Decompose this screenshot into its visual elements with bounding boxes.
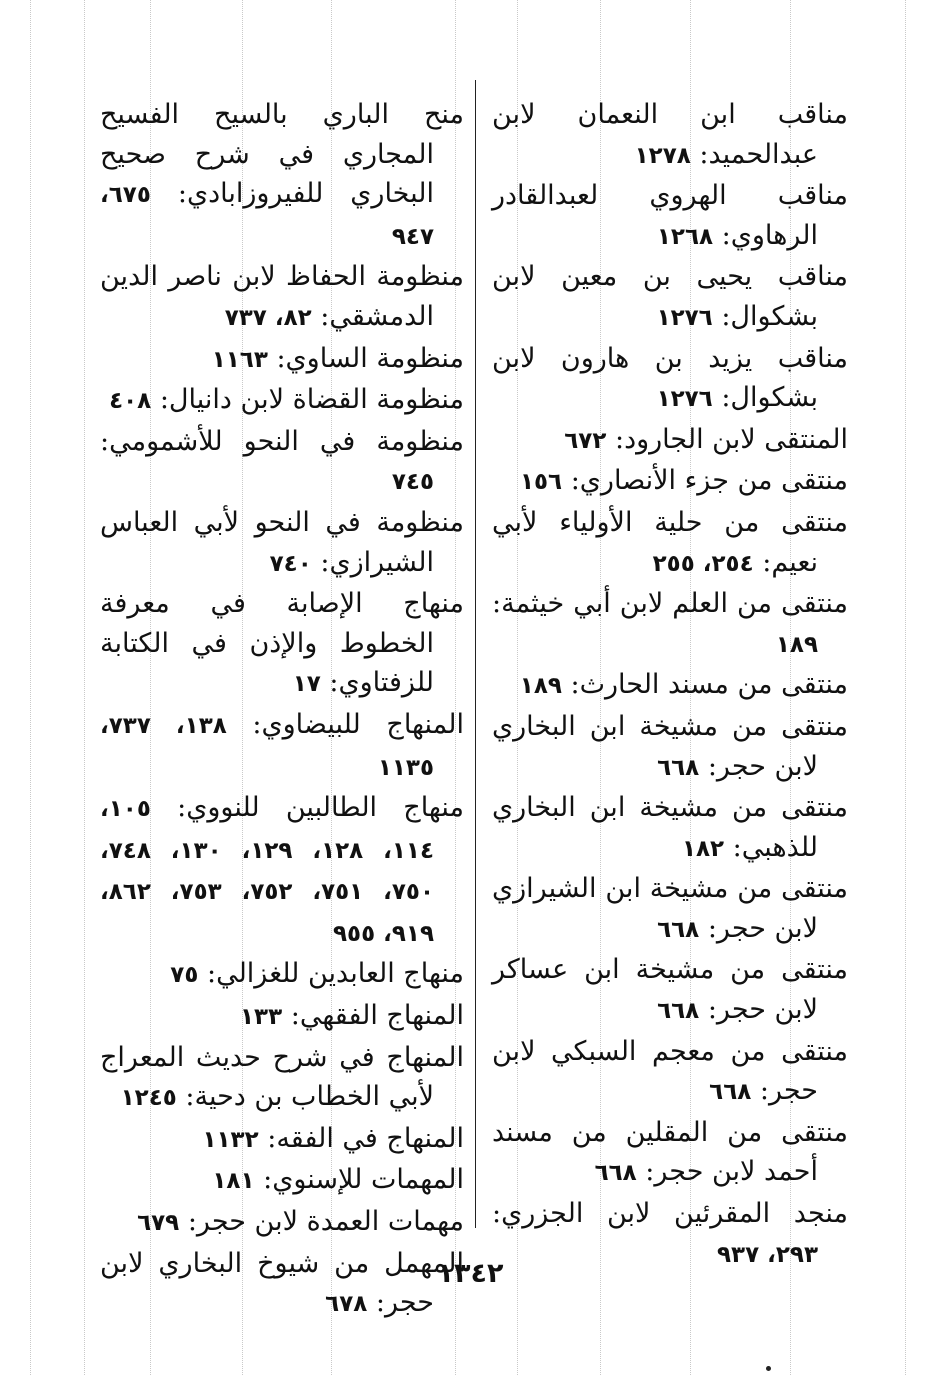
index-entry (492, 950, 848, 1031)
index-entry (100, 1160, 464, 1202)
entry-pages: ١٢٦٨ (656, 223, 714, 250)
entry-title: المنهاج للبيضاوي: (252, 708, 464, 740)
index-entry (492, 420, 848, 462)
entry-title: المنتقى لابن الجارود: (614, 423, 848, 455)
index-entry (492, 1113, 848, 1194)
index-entry (492, 503, 848, 584)
entry-title: منتقى من حلية الأولياء لأبي نعيم: (492, 506, 848, 578)
entry-title: منتقى من العلم لابن أبي خيثمة: (492, 588, 848, 620)
entry-title: منهاج العابدين للغزالي: (206, 958, 464, 990)
entry-title: منتقى من جزء الأنصاري: (570, 465, 848, 497)
entry-pages: ٦٦٨ (657, 998, 700, 1025)
index-entry (100, 584, 464, 705)
page-number: ١٣٤٢ (437, 1258, 504, 1289)
index-entry (100, 788, 464, 954)
entry-pages: ١٢٧٦ (656, 304, 713, 331)
index-entry (492, 176, 848, 257)
entry-title: منتقى من مشيخة ابن عساكر لابن حجر: (492, 954, 848, 1026)
index-entry (100, 257, 464, 338)
entry-title: منتقى من مسند الحارث: (570, 669, 848, 701)
ink-speck (766, 1366, 771, 1371)
column-divider (475, 80, 476, 1228)
index-entry (100, 996, 464, 1038)
entry-pages: ٧٤٥ (391, 469, 434, 496)
entry-pages: ١٨٩ (519, 673, 562, 700)
index-entry (100, 954, 464, 996)
index-entry (492, 95, 848, 176)
entry-title: منح الباري بالسيح الفسيح المجاري في شرح صحيح البخاري للفيروزابادي: (100, 99, 464, 210)
index-entry (100, 1038, 464, 1119)
entry-pages: ١٨١ (212, 1168, 255, 1195)
entry-pages: ١٨٢ (681, 835, 725, 862)
entry-title: منظومة في النحو للأشمومي: (100, 425, 464, 457)
entry-title: منظومة القضاة لابن دانيال: (159, 384, 464, 416)
entry-pages: ٦٧٢ (564, 427, 607, 454)
entry-pages: ١٢٧٦ (656, 386, 713, 413)
index-entry (100, 1202, 464, 1244)
entry-pages: ٧٥ (170, 962, 199, 989)
entry-title: منهاج الإصابة في معرفة الخطوط والإذن في الكتابة للزفتاوي: (100, 588, 464, 699)
entry-pages: ٦٦٨ (657, 754, 700, 781)
entry-title: منهاج الطالبين للنووي: (177, 792, 464, 824)
entry-pages: ٦٦٨ (594, 1160, 637, 1187)
entry-pages: ٢٥٤، ٢٥٥ (652, 550, 754, 577)
entry-pages: ٦٦٨ (657, 916, 700, 943)
entry-title: المهمل من شيوخ البخاري لابن حجر: (100, 1247, 464, 1319)
entry-pages: ١٣٣ (240, 1004, 283, 1031)
index-entry (492, 257, 848, 338)
index-entry (492, 788, 848, 869)
entry-title: المنهاج في الفقه: (267, 1122, 464, 1154)
index-entry (492, 869, 848, 950)
entry-pages: ١١٦٣ (211, 346, 268, 373)
entry-pages: ٨٢، ٧٣٧ (224, 304, 312, 331)
entry-title: منجد المقرئين لابن الجزري: (492, 1198, 848, 1230)
entry-pages: ٦٧٩ (137, 1210, 180, 1237)
entry-title: منتقى من مشيخة ابن البخاري للذهبي: (492, 792, 848, 863)
index-entry (100, 380, 464, 422)
entry-title: المنهاج الفقهي: (290, 1000, 464, 1032)
index-entry (100, 422, 464, 503)
entry-title: منظومة الساوي: (276, 342, 464, 374)
entry-pages: ٦٧٨ (325, 1291, 368, 1318)
index-entry (492, 461, 848, 503)
entry-title: منتقى من مشيخة ابن البخاري لابن حجر: (492, 710, 848, 782)
index-entry (100, 705, 464, 788)
entry-pages: ١١٣٢ (202, 1126, 259, 1153)
entry-pages: ١٥٦ (519, 469, 563, 496)
index-entry (100, 95, 464, 257)
entry-pages: ٢٩٣، ٩٣٧ (717, 1241, 818, 1268)
index-entry (492, 665, 848, 707)
entry-pages: ٤٠٨ (109, 388, 152, 415)
index-entry (100, 503, 464, 584)
entry-title: مهمات العمدة لابن حجر: (187, 1206, 464, 1238)
entry-title: مناقب ابن النعمان لابن عبدالحميد: (492, 99, 848, 170)
entry-title: مناقب يزيد بن هارون لابن بشكوال: (492, 342, 848, 414)
entry-pages: ١٨٩ (775, 631, 818, 658)
entry-pages: ٦٧٥، ٩٤٧ (100, 182, 434, 250)
entry-title: مناقب الهروي لعبدالقادر الرهاوي: (492, 180, 848, 251)
index-entry (492, 339, 848, 420)
entry-pages: ١٧ (292, 671, 321, 698)
index-entry (100, 339, 464, 381)
entry-pages: ١٢٤٥ (120, 1085, 177, 1112)
entry-title: منتقى من المقلين من مسند أحمد لابن حجر: (492, 1116, 848, 1188)
entry-pages: ١٠٥، ١١٤، ١٢٨، ١٢٩، ١٣٠، ٧٤٨، ٧٥٠، ٧٥١، ٧٥٢، ٧٥٣، ٨٦٢، ٩١٩، ٩٥٥ (100, 796, 434, 947)
index-column-left (100, 95, 464, 1325)
entry-title: منظومة في النحو لأبي العباس الشيرازي: (100, 506, 464, 578)
index-column-right (492, 95, 848, 1275)
index-entry (492, 584, 848, 665)
entry-title: المهمات للإسنوي: (263, 1164, 464, 1196)
entry-pages: ١٢٧٨ (634, 142, 691, 169)
entry-pages: ٦٦٨ (709, 1079, 752, 1106)
entry-title: المنهاج في شرح حديث المعراج لأبي الخطاب بن دحية: (100, 1041, 464, 1113)
index-entry (100, 1119, 464, 1161)
entry-title: منتقى من مشيخة ابن الشيرازي لابن حجر: (492, 873, 848, 944)
entry-title: منتقى من معجم السبكي لابن حجر: (492, 1035, 848, 1107)
entry-pages: ٧٤٠ (269, 550, 312, 577)
index-entry (492, 1032, 848, 1113)
entry-pages: ١٣٨، ٧٣٧، ١١٣٥ (100, 712, 434, 781)
entry-title: مناقب يحيى بن معين لابن بشكوال: (492, 261, 848, 332)
entry-title: منظومة الحفاظ لابن ناصر الدين الدمشقي: (100, 261, 464, 332)
index-entry (492, 707, 848, 788)
